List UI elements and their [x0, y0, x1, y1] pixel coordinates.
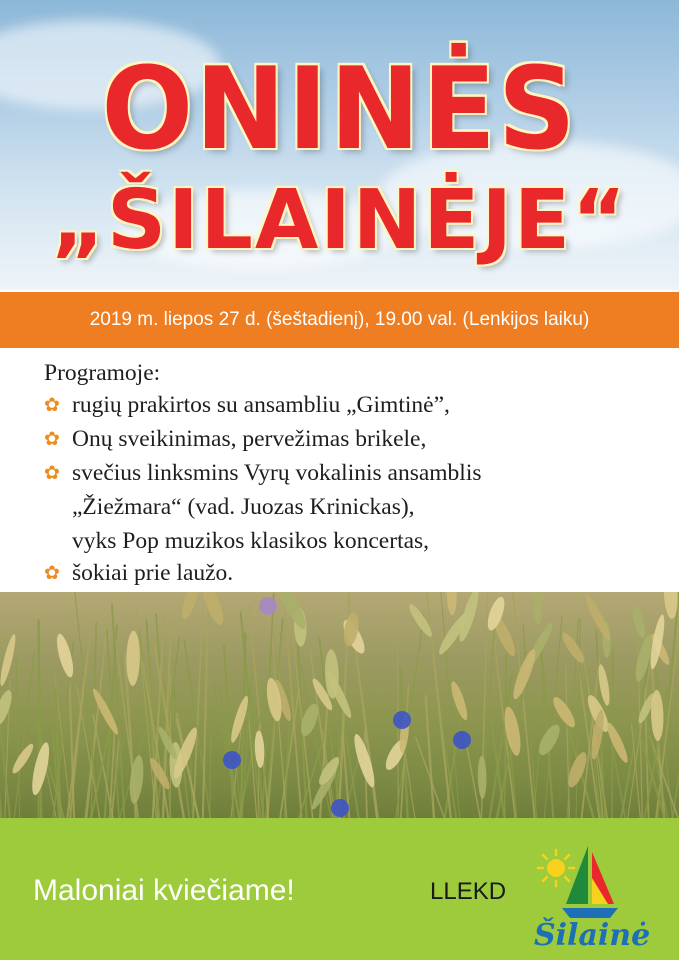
poster-title: ONINĖS	[101, 43, 578, 176]
program-item-text: Onų sveikinimas, pervežimas brikele,	[72, 426, 427, 452]
program-item	[44, 560, 233, 587]
flower-icon: ✿	[44, 562, 60, 584]
flower-icon: ✿	[44, 428, 60, 450]
flower-icon: ✿	[44, 462, 60, 484]
date-band	[0, 292, 679, 348]
invitation-text: Maloniai kviečiame!	[33, 874, 295, 907]
program-item-continuation: „Žiežmara“ (vad. Juozas Krinickas),	[72, 494, 415, 520]
program-item-text: šokiai prie laužo.	[72, 560, 234, 586]
program-item-text: rugių prakirtos su ansambliu „Gimtinė”,	[72, 392, 450, 418]
organizer-label: LLEKD	[430, 878, 507, 905]
program-item	[44, 460, 482, 487]
footer-band	[0, 818, 679, 960]
program-item	[44, 392, 450, 419]
program-section	[0, 350, 679, 592]
sky-header	[0, 0, 679, 290]
program-item-continuation: vyks Pop muzikos klasikos koncertas,	[72, 528, 430, 554]
event-date: 2019 m. liepos 27 d. (šeštadienį), 19.00 val. (Lenkijos laiku)	[89, 309, 590, 330]
wheat-field-image	[0, 592, 679, 818]
program-heading: Programoje:	[44, 360, 161, 386]
poster-subtitle: „ŠILAINĖJE“	[51, 173, 628, 268]
sailboat-sun-icon	[528, 838, 638, 928]
program-item-text: svečius linksmins Vyrų vokalinis ansamblis	[72, 460, 482, 486]
silaine-logo	[528, 838, 651, 956]
wheat-field-illustration	[0, 592, 679, 818]
program-item	[44, 426, 426, 453]
flower-icon: ✿	[44, 394, 60, 416]
logo-text: Šilainė	[534, 918, 651, 953]
